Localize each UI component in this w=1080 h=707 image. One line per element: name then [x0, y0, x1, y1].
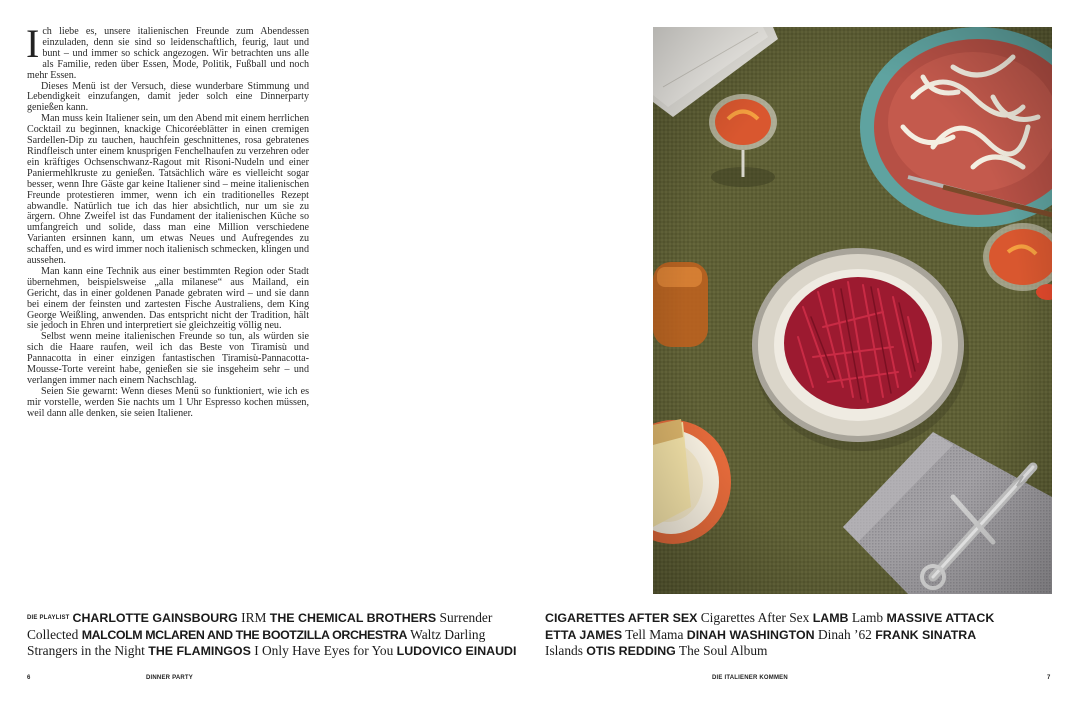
- playlist-album: Cigarettes After Sex: [700, 610, 810, 625]
- playlist-left: [27, 610, 537, 660]
- article-paragraph: Selbst wenn meine italienischen Freunde so tun, als würden sie sich die Haare raufen, weil ich das Beste von Tiramisù und Pannacotta in einer einzigen fantastischen Tiramisù-Pannacotta-Mousse-Torte vereint habe, genießen sie sie insgeheim sehr – und verlangen immer nach einem Nachschlag.: [27, 331, 309, 386]
- playlist-album: IRM: [241, 610, 267, 625]
- playlist-album: The Soul Album: [678, 643, 768, 659]
- article-paragraph: Man kann eine Technik aus einer bestimmten Region oder Stadt übernehmen, beispielsweise „alla milanese“ aus Mailand, ein Gericht, das in einer goldenen Panade gebraten wird – und sie dann bei einem der feinsten und zartesten Fische Australiens, dem King George Weißling, anwenden. Das entspricht nicht der Tradition, hält sie jedoch in Ehren und interpretiert sie gleichzeitig völlig neu.: [27, 265, 309, 332]
- playlist-artist: MASSIVE ATTACK: [886, 611, 995, 625]
- playlist-album: Collected: [27, 626, 79, 642]
- playlist-artist: ETTA JAMES: [545, 627, 623, 642]
- playlist-album: Surrender: [439, 610, 493, 625]
- playlist-artist: THE FLAMINGOS: [148, 644, 251, 659]
- playlist-artist: MALCOLM MCLAREN AND THE BOOTZILLA ORCHESTRA: [81, 627, 408, 642]
- drop-cap: I: [26, 21, 40, 66]
- playlist-album: Tell Mama: [625, 626, 684, 642]
- playlist-album: Lamb: [851, 610, 884, 625]
- page-number-right: 7: [1047, 675, 1051, 681]
- playlist-artist: DINAH WASHINGTON: [686, 627, 815, 642]
- playlist-right: [545, 610, 1055, 660]
- playlist-label: DIE PLAYLIST: [27, 615, 70, 621]
- article-paragraph: Dieses Menü ist der Versuch, diese wunderbare Stimmung und Lebendigkeit einzufangen, damit jeder solch eine Dinnerparty genießen kann.: [27, 80, 309, 114]
- playlist-artist: LUDOVICO EINAUDI: [396, 644, 517, 659]
- playlist-artist: CIGARETTES AFTER SEX: [545, 611, 698, 625]
- playlist-artist: FRANK SINATRA: [875, 627, 977, 642]
- article-paragraph: Seien Sie gewarnt: Wenn dieses Menü so funktioniert, wie ich es mir vorstelle, werden Sie nachts um 1 Uhr Espresso kochen müssen, weil dann alle denken, sie seien Italiener.: [27, 385, 309, 419]
- article-body: [26, 21, 309, 420]
- food-photo-illustration: [653, 27, 1052, 594]
- section-title-right: DIE ITALIENER KOMMEN: [712, 675, 788, 681]
- playlist-artist: OTIS REDDING: [586, 644, 676, 659]
- article-paragraph: Man muss kein Italiener sein, um den Abend mit einem herrlichen Cocktail zu beginnen, knackige Chicoréeblätter in einen cremigen Sardellen-Dip zu tauchen, hauchfein geschnittenes, rosa gebratenes Rindfleisch unter einem knusprigen Fenchelhaufen zu verzehren oder ein kräftiges Ochsenschwanz-Ragout mit Risoni-Nudeln und einer Paniermehlkruste zu genießen. Tatsächlich wäre es vielleicht sogar besser, wenn Ihre Gäste gar keine Italiener sind – meine italienischen Freunde protestieren immer, wenn ich ein traditionelles Rezept abwandle. Natürlich tue ich das hier absichtlich, nur um sie zu ärgern. Ohne Zweifel ist das Fundament der italienischen Küche so umfangreich und solide, dass man eine Million verschiedene Varianten ersinnen kann, um etwas Neues und Aufregendes zu schaffen, und es wird immer noch italienisch schmecken, klingen und aussehen.: [27, 113, 309, 267]
- playlist-album: Waltz Darling: [410, 626, 486, 642]
- playlist-album: Islands: [545, 643, 583, 659]
- playlist-artist: THE CHEMICAL BROTHERS: [269, 611, 437, 625]
- section-title-left: DINNER PARTY: [146, 675, 193, 681]
- page-number-left: 6: [27, 675, 31, 681]
- playlist-album: Strangers in the Night: [27, 643, 145, 659]
- playlist-artist: LAMB: [812, 611, 849, 625]
- playlist-album: Dinah ’62: [817, 626, 872, 642]
- playlist-artist: CHARLOTTE GAINSBOURG: [72, 611, 238, 625]
- playlist-album: I Only Have Eyes for You: [254, 643, 394, 659]
- article-paragraph: Ich liebe es, unsere italienischen Freunde zum Abendessen einzuladen, denn sie sind so leidenschaftlich, feurig, laut und bunt – und immer so schick angezogen. Wir betrachten uns alle als Familie, reden über Essen, Mode, Politik, Fußball und noch mehr Essen.: [26, 21, 309, 81]
- food-photo: [653, 27, 1052, 594]
